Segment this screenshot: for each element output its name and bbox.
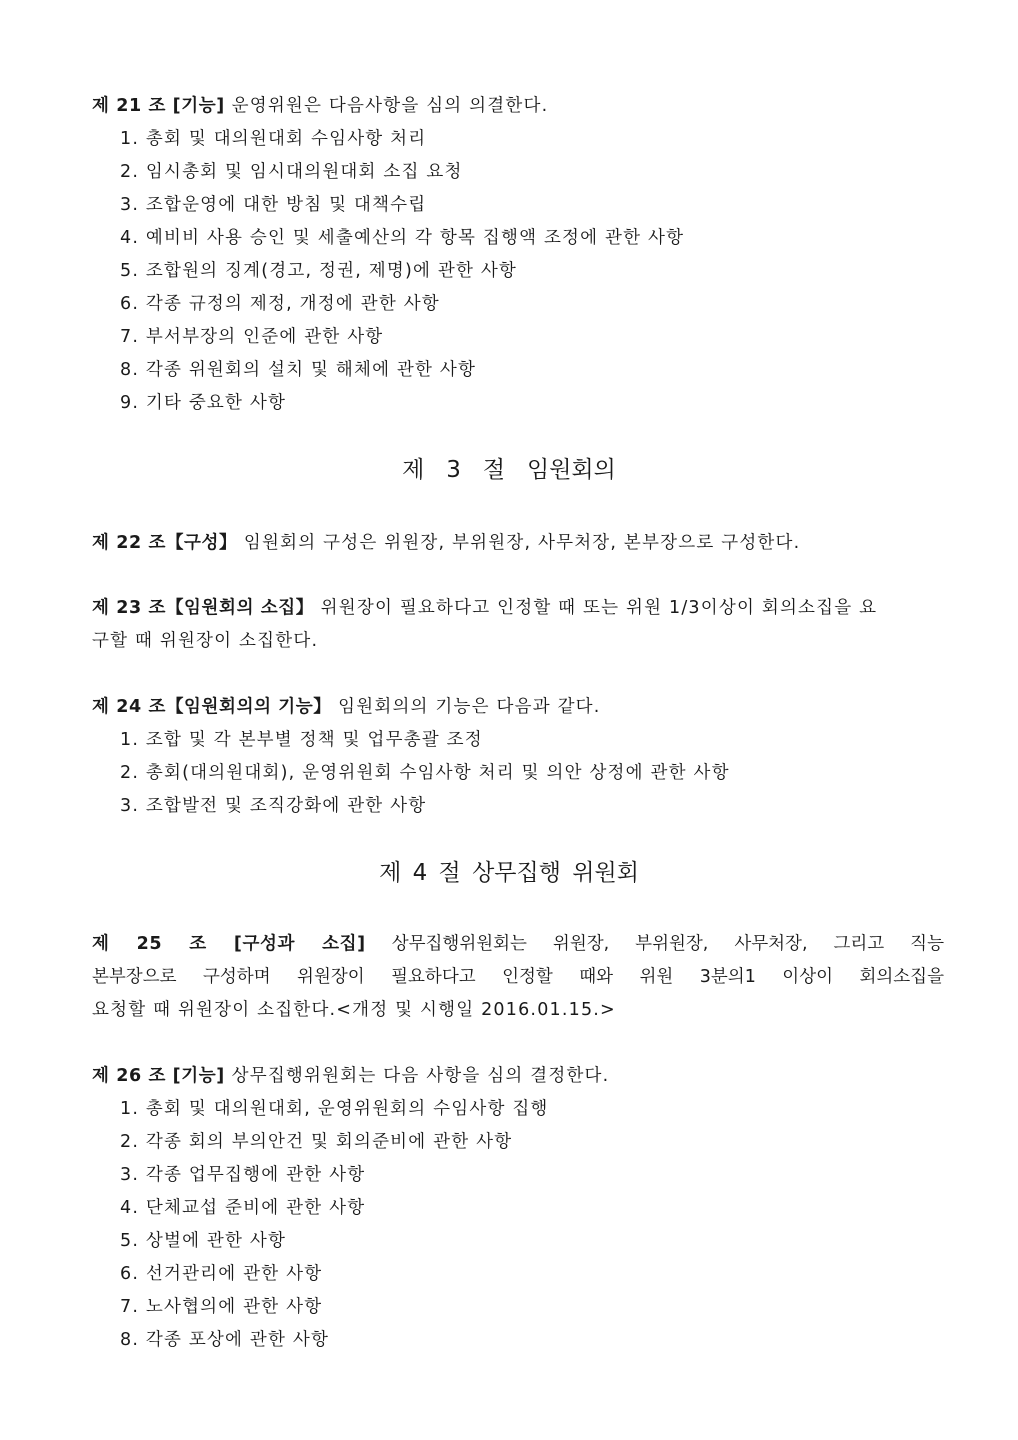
article-24-text: 임원회의의 기능은 다음과 같다. [331, 697, 601, 717]
article-21-heading: 제 21 조 [기능] [92, 96, 225, 116]
article-21-item-6: 6. 각종 규정의 제정, 개정에 관한 사항 [120, 294, 440, 314]
article-24-item-1: 1. 조합 및 각 본부별 정책 및 업무총괄 조정 [120, 730, 483, 750]
article-24-heading: 제 24 조【임원회의의 기능】 [92, 697, 332, 717]
article-26-heading: 제 26 조 [기능] [92, 1066, 225, 1086]
article-21-item-9: 9. 기타 중요한 사항 [120, 393, 287, 413]
article-21-item-1: 1. 총회 및 대의원대회 수임사항 처리 [120, 129, 427, 149]
article-26-text: 상무집행위원회는 다음 사항을 심의 결정한다. [224, 1066, 610, 1086]
section-3-title: 제 3 절 임원회의 [402, 457, 616, 483]
article-21-item-3: 3. 조합운영에 대한 방침 및 대책수립 [120, 195, 427, 215]
article-26-item-6: 6. 선거관리에 관한 사항 [120, 1264, 323, 1284]
article-22-heading: 제 22 조【구성】 [92, 533, 238, 553]
section-4-title: 제 4 절 상무집행 위원회 [379, 860, 639, 886]
article-23-text-1: 위원장이 필요하다고 인정할 때 또는 위원 1/3이상이 회의소집을 요 [313, 598, 878, 618]
article-23-line-1 [92, 596, 877, 620]
article-21-item-7: 7. 부서부장의 인준에 관한 사항 [120, 327, 384, 347]
article-22 [92, 531, 800, 555]
article-25-text-1: 상무집행위원회는 위원장, 부위원장, 사무처장, 그리고 직능 [365, 934, 944, 954]
article-21-item-2: 2. 임시총회 및 임시대의원대회 소집 요청 [120, 162, 463, 182]
article-25-heading: 제 25 조 [구성과 소집] [92, 934, 366, 954]
article-21-item-4: 4. 예비비 사용 승인 및 세출예산의 각 항목 집행액 조정에 관한 사항 [120, 228, 685, 248]
article-24 [92, 695, 601, 719]
article-26 [92, 1064, 609, 1088]
article-25-line-1 [92, 932, 944, 956]
article-23-heading: 제 23 조【임원회의 소집】 [92, 598, 314, 618]
article-21-text: 운영위원은 다음사항을 심의 의결한다. [224, 96, 549, 116]
article-26-item-2: 2. 각종 회의 부의안건 및 회의준비에 관한 사항 [120, 1132, 513, 1152]
article-25-line-2: 본부장으로 구성하며 위원장이 필요하다고 인정할 때와 위원 3분의1 이상이 회의소집을 [92, 967, 944, 987]
article-26-item-7: 7. 노사협의에 관한 사항 [120, 1297, 323, 1317]
article-24-item-3: 3. 조합발전 및 조직강화에 관한 사항 [120, 796, 427, 816]
article-24-item-2: 2. 총회(대의원대회), 운영위원회 수임사항 처리 및 의안 상정에 관한 사항 [120, 763, 730, 783]
article-21-item-5: 5. 조합원의 징계(경고, 정권, 제명)에 관한 사항 [120, 261, 518, 281]
article-26-item-5: 5. 상벌에 관한 사항 [120, 1231, 287, 1251]
article-21-item-8: 8. 각종 위원회의 설치 및 해체에 관한 사항 [120, 360, 477, 380]
article-26-item-8: 8. 각종 포상에 관한 사항 [120, 1330, 330, 1350]
article-26-item-1: 1. 총회 및 대의원대회, 운영위원회의 수임사항 집행 [120, 1099, 549, 1119]
article-23-line-2: 구할 때 위원장이 소집한다. [92, 631, 319, 651]
article-26-item-4: 4. 단체교섭 준비에 관한 사항 [120, 1198, 366, 1218]
article-26-item-3: 3. 각종 업무집행에 관한 사항 [120, 1165, 366, 1185]
article-21 [92, 94, 548, 118]
article-22-text: 임원회의 구성은 위원장, 부위원장, 사무처장, 본부장으로 구성한다. [237, 533, 801, 553]
article-25-line-3: 요청할 때 위원장이 소집한다.<개정 및 시행일 2016.01.15.> [92, 1000, 616, 1020]
